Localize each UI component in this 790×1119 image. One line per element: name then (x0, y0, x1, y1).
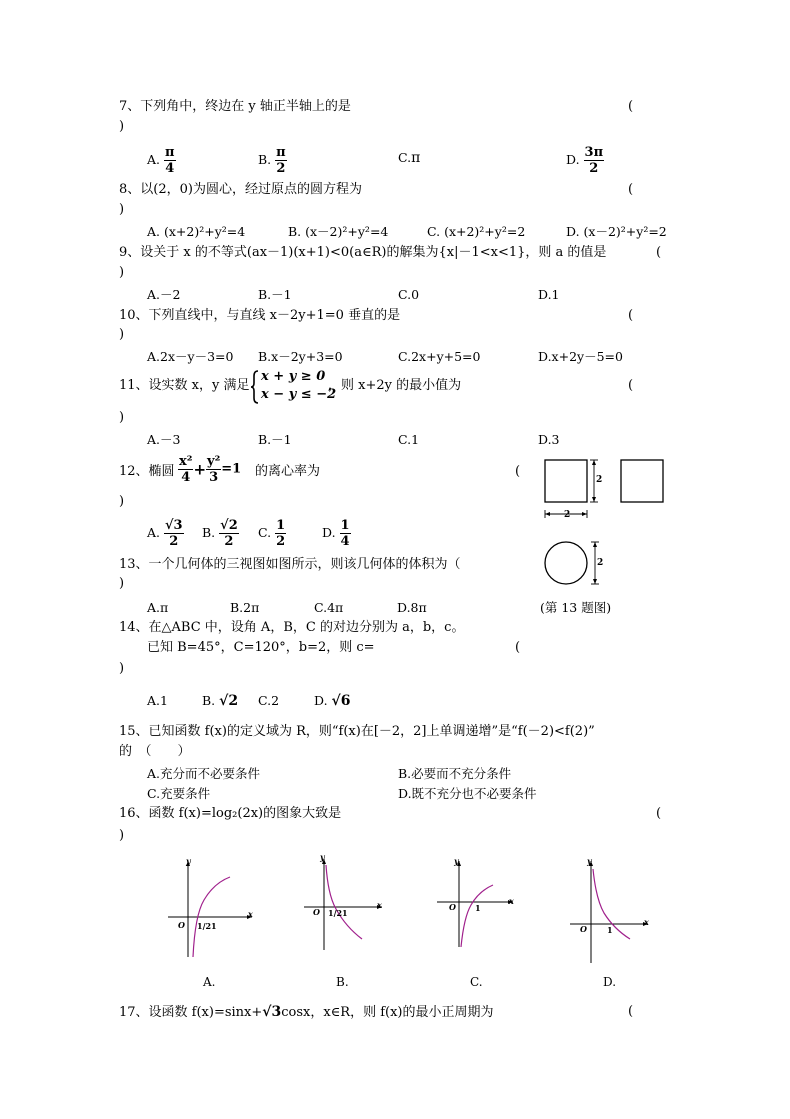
q7-option-c: C.π (398, 150, 421, 166)
q13-option-a: A.π (147, 600, 169, 615)
q10-option-c: C.2x+y+5=0 (398, 349, 481, 364)
q16-graph-a-y-label: y (186, 856, 191, 866)
q16-graph-c-y-label: y (454, 856, 459, 866)
q14-paren-open: ( (515, 640, 521, 655)
q11-paren-close: ) (119, 410, 125, 425)
q9-option-b: B.－1 (258, 287, 292, 302)
q13-option-c: C.4π (314, 600, 344, 615)
q7-paren-close: ) (119, 119, 125, 134)
q13-three-view-figure (538, 455, 678, 585)
q12-paren-open: ( (515, 464, 521, 479)
q16-graph-b-tick-one: 1 (342, 908, 348, 918)
q15-stem-line1: 15、已知函数 f(x)的定义域为 R，则“f(x)在[－2，2]上单调递增”是“f(－2)<f(2)” (119, 724, 595, 739)
q8-stem: 8、以(2，0)为圆心，经过原点的圆方程为 (119, 182, 362, 197)
q16-graph-b-curve (326, 865, 362, 939)
q13-option-b: B.2π (230, 600, 260, 615)
q13-dim-label-front-width: 2 (564, 510, 571, 520)
q11-option-c: C.1 (398, 432, 420, 447)
q16-graph-a-tick-one: 1 (211, 921, 217, 931)
q12-option-d: D. $\frac{1}{4}$ (322, 518, 350, 549)
q15-option-a: A.充分而不必要条件 (147, 766, 261, 781)
q9-paren-close: ) (119, 265, 125, 280)
q9-option-d: D.1 (538, 287, 560, 302)
q11-option-b: B.－1 (258, 432, 292, 447)
q11-condition-2: x − y ≤ −2 (261, 387, 337, 402)
q15-option-d: D.既不充分也不必要条件 (398, 786, 537, 801)
q13-figure-caption: (第 13 题图) (540, 600, 612, 615)
q17-paren-open: ( (628, 1004, 634, 1019)
q7-option-d: D. $\frac{3\pi}{2}$ (566, 145, 604, 176)
q11-option-a: A.－3 (147, 432, 181, 447)
q16-graph-d-origin: O (580, 924, 587, 934)
q7-option-b: B. $\frac{\pi}{2}$ (258, 145, 286, 176)
front-view-square (545, 460, 587, 502)
q12-paren-close: ) (119, 494, 125, 509)
q16-graph-d (566, 855, 666, 965)
q10-option-d: D.x+2y－5=0 (538, 349, 623, 364)
q7-paren-open: ( (628, 99, 634, 114)
q16-graph-b-y-label: y (320, 852, 325, 862)
q16-graph-c-tick-one: 1 (475, 903, 481, 913)
q7-option-a: A. $\frac{\pi}{4}$ (147, 145, 175, 176)
q10-option-b: B.x－2y+3=0 (258, 349, 343, 364)
q14-option-a: A.1 (147, 693, 168, 708)
q13-dim-label-circle: 2 (597, 558, 604, 568)
q16-graph-c (433, 855, 533, 965)
q7-stem: 7、下列角中，终边在 y 轴正半轴上的是 (119, 99, 351, 114)
q13-dim-label-front-height: 2 (596, 475, 603, 485)
q13-paren-close: ) (119, 576, 125, 591)
q16-paren-open: ( (656, 806, 662, 821)
q14-option-b: B. √2 (202, 693, 239, 709)
q11-stem-before: 11、设实数 x，y 满足 (119, 378, 250, 393)
q8-option-d: D. (x－2)²+y²=2 (566, 224, 667, 239)
q9-option-a: A.－2 (147, 287, 181, 302)
q11-condition-1: x + y ≥ 0 (261, 369, 326, 384)
q8-paren-close: ) (119, 202, 125, 217)
q10-stem: 10、下列直线中，与直线 x－2y+1=0 垂直的是 (119, 308, 401, 323)
q16-graph-a (162, 855, 262, 965)
q12-option-a: A. $\frac{√3}{2}$ (147, 518, 183, 549)
q9-stem: 9、设关于 x 的不等式(ax－1)(x+1)<0(a∈R)的解集为{x|－1<x<1}，则 a 的值是 (119, 245, 607, 260)
q16-stem: 16、函数 f(x)=log₂(2x)的图象大致是 (119, 806, 342, 821)
q14-option-c: C.2 (258, 693, 280, 708)
q16-graph-b-x-label: x (377, 900, 382, 910)
q14-stem-line1: 14、在△ABC 中，设角 A，B，C 的对边分别为 a，b，c。 (119, 620, 465, 635)
q16-graph-c-origin: O (449, 902, 456, 912)
q11-paren-open: ( (628, 378, 634, 393)
q8-option-c: C. (x+2)²+y²=2 (427, 224, 526, 239)
q16-graph-c-label: C. (470, 975, 483, 989)
q10-paren-close: ) (119, 327, 125, 342)
q15-stem-line2: 的 （ ） (119, 744, 191, 759)
q12-option-c: C. $\frac{1}{2}$ (258, 518, 286, 549)
q16-graph-a-x-label: x (248, 909, 253, 919)
q12-stem-before: 12、椭圆 (119, 464, 175, 479)
q11-brace (251, 370, 259, 404)
q16-graph-b-tick-half: 1/2 (328, 908, 343, 918)
q14-paren-close: ) (119, 661, 125, 676)
top-view-circle (545, 542, 587, 584)
q8-option-b: B. (x－2)²+y²=4 (288, 224, 389, 239)
q9-paren-open: ( (656, 245, 662, 260)
q8-option-a: A. (x+2)²+y²=4 (147, 224, 246, 239)
q12-stem-after: 的离心率为 (255, 464, 321, 479)
side-view-square (621, 460, 663, 502)
q14-option-d: D. √6 (314, 693, 351, 709)
q15-option-b: B.必要而不充分条件 (398, 766, 512, 781)
q8-paren-open: ( (628, 182, 634, 197)
q16-graph-a-origin: O (178, 920, 185, 930)
q15-option-c: C.充要条件 (147, 786, 211, 801)
q11-option-d: D.3 (538, 432, 560, 447)
q13-stem: 13、一个几何体的三视图如图所示，则该几何体的体积为（ (119, 557, 461, 572)
q9-option-c: C.0 (398, 287, 420, 302)
q10-option-a: A.2x－y－3=0 (147, 349, 234, 364)
q16-graph-d-label: D. (603, 975, 617, 989)
q16-graph-b-label: B. (336, 975, 349, 989)
q16-graph-a-tick-half: 1/2 (197, 921, 212, 931)
q16-graph-b-origin: O (313, 907, 320, 917)
q16-graph-d-tick-one: 1 (607, 925, 613, 935)
q16-graph-a-label: A. (203, 975, 216, 989)
q16-graph-d-y-label: y (587, 856, 592, 866)
q16-graph-d-x-label: x (644, 917, 649, 927)
q14-stem-line2: 已知 B=45°，C=120°，b=2，则 c= (147, 640, 375, 655)
q13-option-d: D.8π (397, 600, 427, 615)
q16-graph-c-x-label: x (509, 896, 514, 906)
q12-equation: $\frac{\text{x²}}{4}$ + $\frac{\text{y²}}{3}$ =1 (179, 454, 242, 485)
q12-option-b: B. $\frac{√2}{2}$ (202, 518, 238, 549)
q17-stem: 17、设函数 f(x)=sinx+√3cosx，x∈R，则 f(x)的最小正周期为 (119, 1004, 494, 1020)
q10-paren-open: ( (628, 308, 634, 323)
q16-paren-close: ) (119, 828, 125, 843)
q16-graph-c-curve (461, 885, 493, 947)
q11-stem-after: ，则 x+2y 的最小值为 (328, 378, 462, 393)
